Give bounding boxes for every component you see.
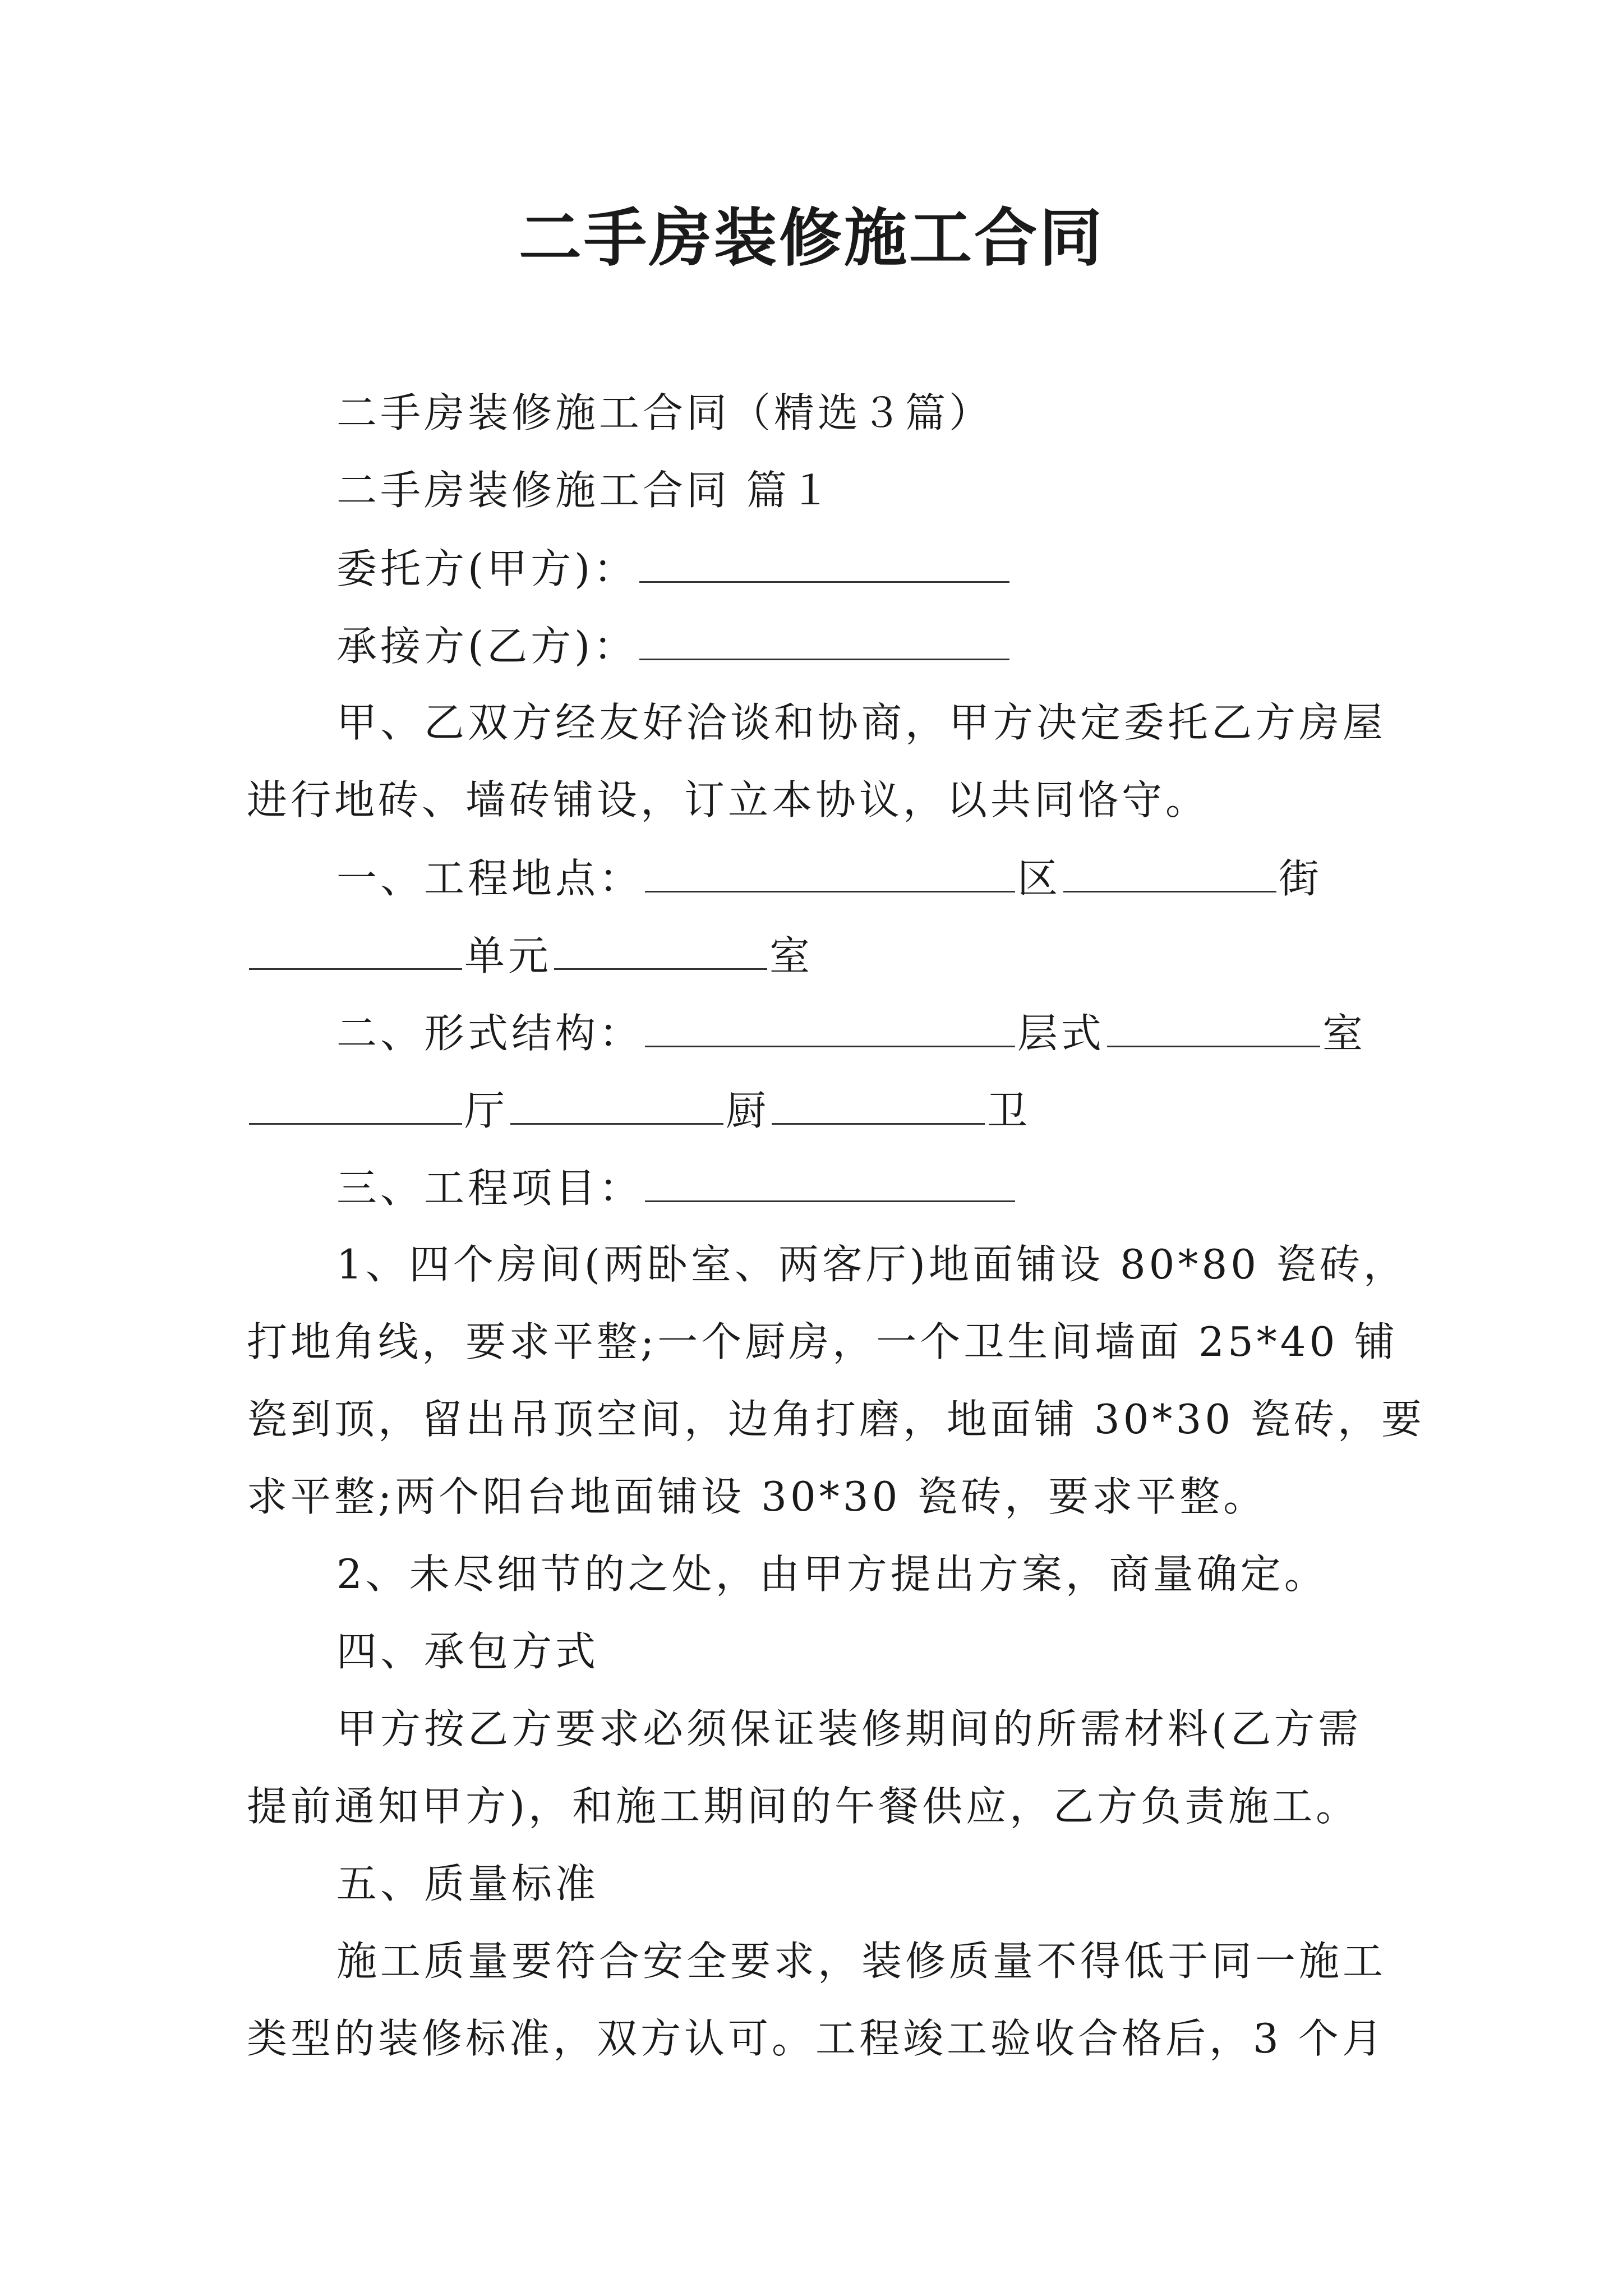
document-title: 二手房装修施工合同	[519, 201, 1104, 275]
location-line	[336, 850, 1481, 905]
location-line-2	[247, 928, 1391, 983]
section-heading: 五、质量标准	[336, 1860, 600, 1907]
blank-field	[1063, 850, 1276, 892]
client-label: 委托方(甲方)：	[336, 545, 638, 592]
location-label: 一、工程地点：	[336, 855, 643, 902]
section-heading: 四、承包方式	[336, 1628, 600, 1675]
paragraph-line: 施工质量要符合安全要求，装修质量不得低于同一施工	[336, 1938, 1387, 1985]
street-label: 街	[1279, 855, 1323, 902]
bathroom-label: 卫	[987, 1087, 1031, 1134]
paragraph-line: 进行地砖、墙砖铺设，订立本协议，以共同恪守。	[247, 776, 1210, 823]
paragraph-line: 求平整;两个阳台地面铺设 30*30 瓷砖，要求平整。	[247, 1473, 1267, 1520]
paragraph-line: 提前通知甲方)，和施工期间的午餐供应，乙方负责施工。	[247, 1783, 1360, 1830]
project-blank	[645, 1160, 1015, 1202]
unit-label: 单元	[464, 932, 552, 979]
room-label: 室	[1322, 1010, 1367, 1057]
subtitle-line: 二手房装修施工合同（精选３篇）	[336, 389, 993, 436]
floor-type-label: 层式	[1017, 1010, 1105, 1057]
blank-field	[249, 1083, 462, 1125]
blank-field	[249, 928, 462, 970]
paragraph-line: 打地角线，要求平整;一个厨房，一个卫生间墙面 25*40 铺	[247, 1318, 1399, 1365]
structure-line	[336, 1005, 1481, 1060]
blank-field	[772, 1083, 985, 1125]
paragraph-line: 1、四个房间(两卧室、两客厅)地面铺设 80*80 瓷砖，	[336, 1241, 1407, 1288]
blank-field	[645, 850, 1015, 892]
structure-line-2	[247, 1083, 1391, 1138]
paragraph-line: 瓷到顶，留出吊顶空间，边角打磨，地面铺 30*30 瓷砖，要	[247, 1396, 1426, 1443]
district-label: 区	[1017, 855, 1062, 902]
contractor-line	[336, 618, 1481, 673]
section-heading: 二手房装修施工合同 篇１	[336, 467, 834, 514]
blank-field	[510, 1083, 723, 1125]
hall-label: 厅	[464, 1087, 509, 1134]
contractor-blank	[639, 618, 1009, 660]
blank-field	[1107, 1005, 1320, 1047]
structure-label: 二、形式结构：	[336, 1010, 643, 1057]
paragraph-line: 2、未尽细节的之处，由甲方提出方案，商量确定。	[336, 1550, 1328, 1598]
paragraph-line: 类型的装修标准，双方认可。工程竣工验收合格后，3 个月	[247, 2015, 1386, 2062]
blank-field	[554, 928, 767, 970]
contractor-label: 承接方(乙方)：	[336, 623, 638, 670]
project-line	[336, 1160, 1481, 1215]
client-line	[336, 541, 1481, 596]
room-label: 室	[769, 932, 814, 979]
client-blank	[639, 541, 1009, 583]
kitchen-label: 厨	[726, 1087, 770, 1134]
project-label: 三、工程项目：	[336, 1165, 643, 1212]
paragraph-line: 甲方按乙方要求必须保证装修期间的所需材料(乙方需	[336, 1705, 1362, 1752]
blank-field	[645, 1005, 1015, 1047]
paragraph-line: 甲、乙双方经友好洽谈和协商，甲方决定委托乙方房屋	[336, 699, 1387, 746]
